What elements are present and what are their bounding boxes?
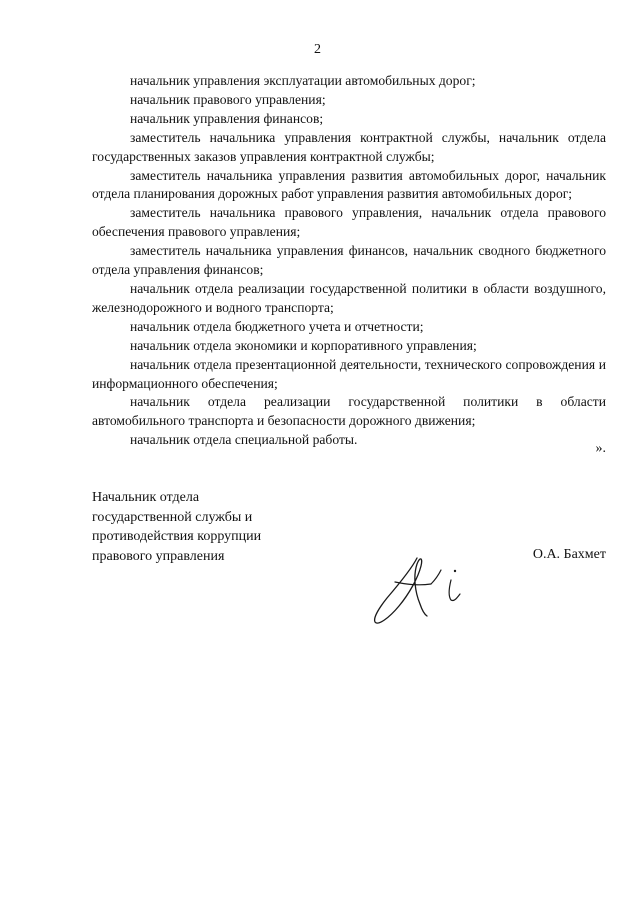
page-number: 2 xyxy=(314,42,321,57)
signer-position xyxy=(92,488,352,566)
position-list xyxy=(92,72,606,450)
list-item: начальник отдела экономики и корпоративного управления; xyxy=(130,337,477,353)
signer-name: О.А. Бахмет xyxy=(532,547,606,562)
list-item: заместитель начальника правового управления, начальник отдела правового обеспечения правового управления; xyxy=(92,205,606,240)
list-item: начальник отдела бюджетного учета и отчетности; xyxy=(130,318,424,334)
list-item: начальник управления финансов; xyxy=(130,110,324,126)
signer-title-line: Начальник отдела xyxy=(92,490,200,505)
list-item: начальник отдела презентационной деятельности, технического сопровождения и информационного обеспечения; xyxy=(92,356,606,391)
list-item: начальник управления эксплуатации автомобильных дорог; xyxy=(130,73,476,88)
handwritten-signature xyxy=(365,540,475,630)
signer-title-line: правового управления xyxy=(92,548,225,564)
signer-title-line: противодействия коррупции xyxy=(92,529,262,544)
list-item: начальник отдела реализации государственной политики в области воздушного, железнодорожного и водного транспорта; xyxy=(92,280,606,315)
list-item: начальник отдела специальной работы. xyxy=(130,432,358,448)
list-item: заместитель начальника управления контрактной службы, начальник отдела государственных заказов управления контрактной службы; xyxy=(92,129,606,164)
list-item: начальник отдела реализации государственной политики в области автомобильного транспорта и безопасности дорожного движения; xyxy=(92,394,606,429)
list-item: начальник правового управления; xyxy=(130,91,326,107)
list-item: заместитель начальника управления финансов, начальник сводного бюджетного отдела управления финансов; xyxy=(92,243,606,278)
list-item: заместитель начальника управления развития автомобильных дорог, начальник отдела планирования дорожных работ управления развития автомобильных дорог; xyxy=(92,167,606,202)
closing-quote-mark: ». xyxy=(595,441,606,456)
signer-title-line: государственной службы и xyxy=(92,509,253,525)
